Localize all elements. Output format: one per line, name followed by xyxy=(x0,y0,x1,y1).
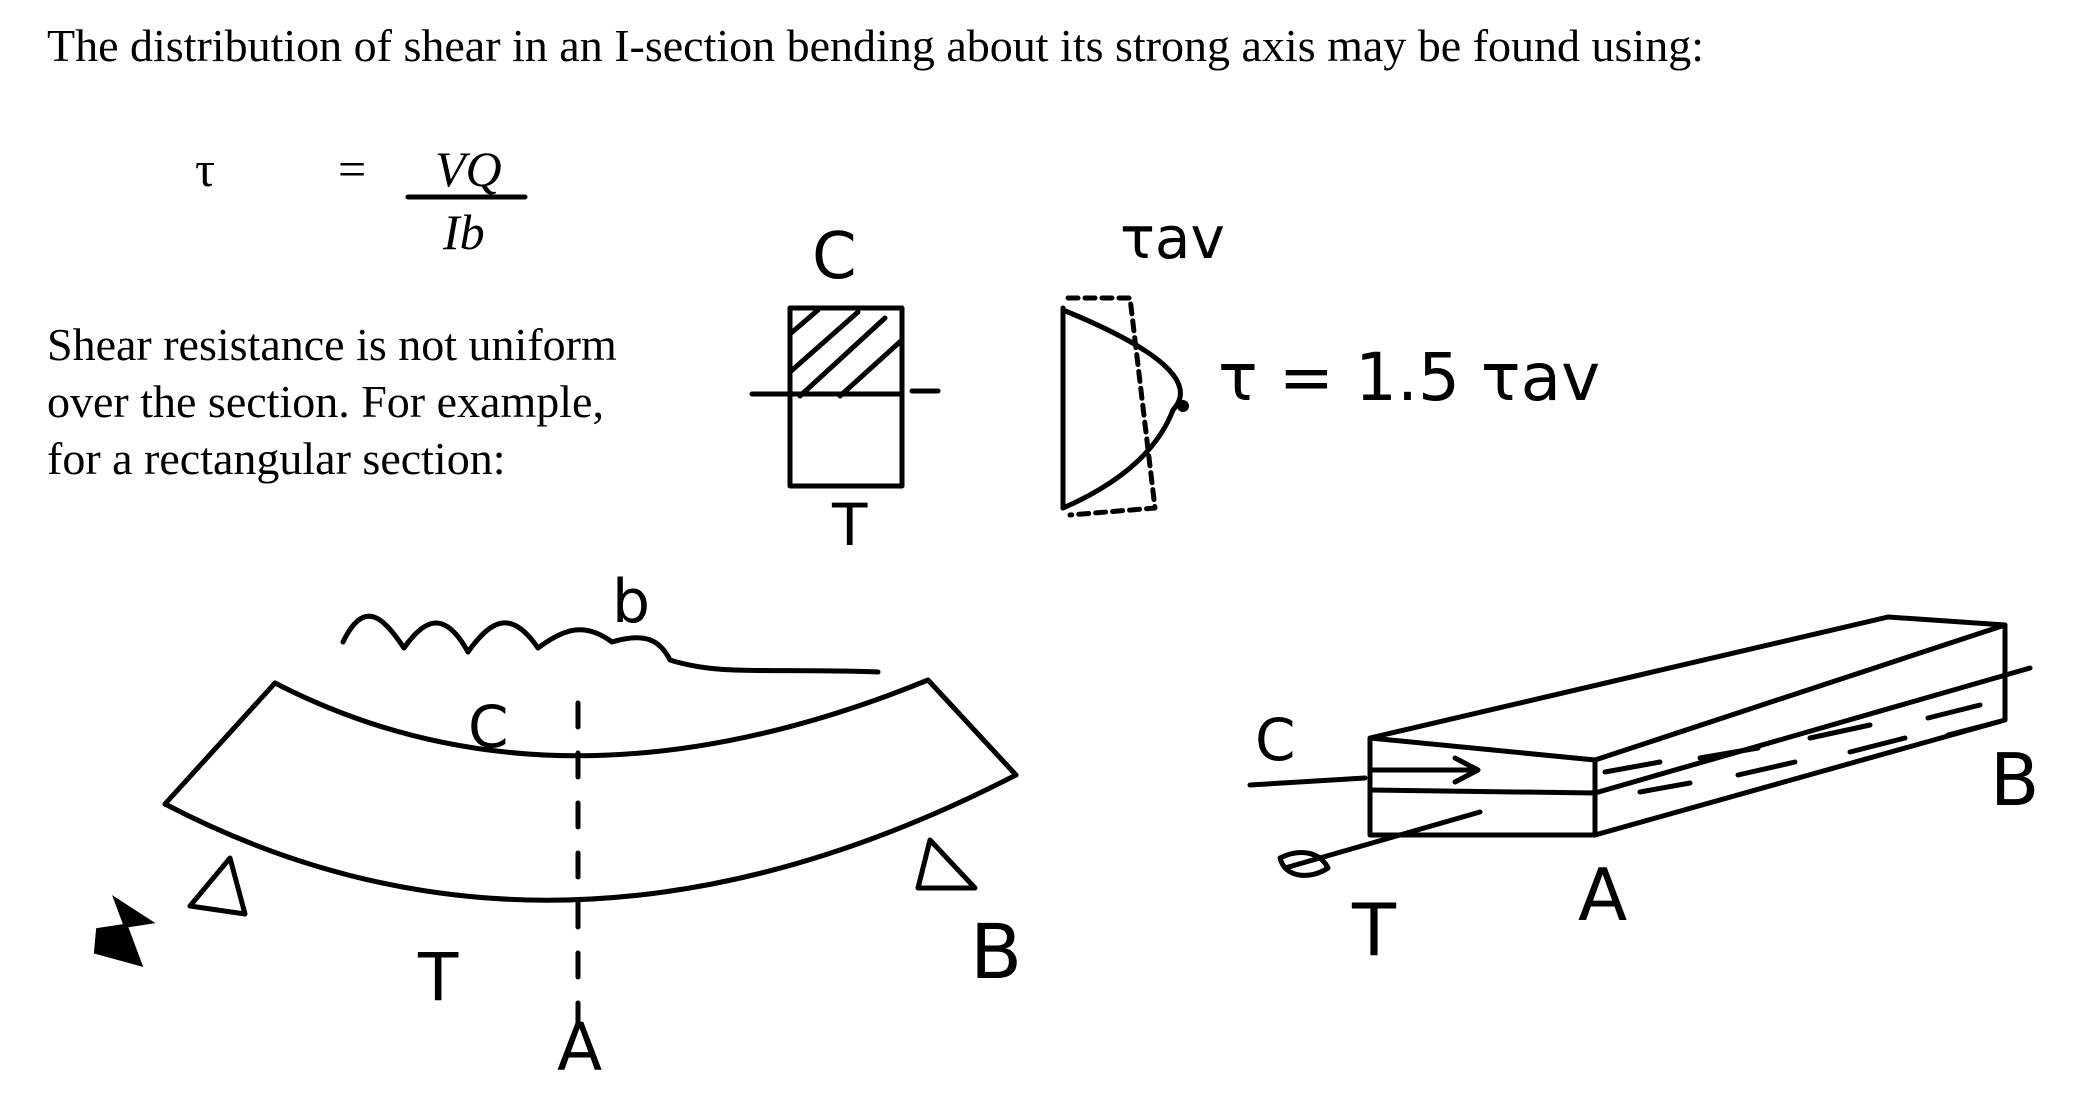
equation-lhs-tau: τ xyxy=(195,141,216,197)
tau-avg-label: τav xyxy=(1120,204,1225,272)
flow-arrow xyxy=(1370,758,1478,782)
section-label-c: C xyxy=(812,220,857,294)
equation-numerator: VQ xyxy=(435,141,502,197)
beam-label-c: C xyxy=(468,693,509,761)
block-mid-line xyxy=(1250,668,2030,793)
beam-label-t: T xyxy=(418,939,459,1016)
paragraph-line-2: over the section. For example, xyxy=(47,376,604,427)
block-label-a: A xyxy=(1578,853,1628,937)
paragraph-line-3: for a rectangular section: xyxy=(47,433,506,484)
max-shear-point xyxy=(1177,400,1189,412)
distributed-load-wave xyxy=(343,616,878,672)
block-label-c: C xyxy=(1255,706,1296,774)
beam-label-a: A xyxy=(557,1009,603,1086)
equation-denominator: Ib xyxy=(443,204,485,260)
beam-bottom-edge xyxy=(165,775,1016,900)
section-rectangle xyxy=(790,308,902,486)
tau-max-label: τ = 1.5 τav xyxy=(1218,339,1601,416)
block-tension-sketch xyxy=(1280,812,1480,875)
shear-distribution-sketch xyxy=(1063,204,1600,515)
equation-equals: = xyxy=(338,141,367,197)
intro-sentence: The distribution of shear in an I-section bending about its strong axis may be found using: xyxy=(47,20,1704,71)
right-support xyxy=(918,840,975,888)
left-end-scribble xyxy=(96,900,150,964)
block-label-b: B xyxy=(1990,738,2040,822)
beam-end-lines xyxy=(165,680,1016,804)
compression-hatching xyxy=(790,310,902,396)
paragraph-line-1: Shear resistance is not uniform xyxy=(47,319,617,370)
block-label-t: T xyxy=(1352,888,1396,972)
bent-beam-sketch xyxy=(96,567,1022,1086)
left-support xyxy=(190,858,245,914)
rectangular-section-sketch xyxy=(752,220,938,559)
load-label: b xyxy=(612,567,651,637)
block-outline xyxy=(1370,617,2005,835)
beam-top-edge xyxy=(275,680,928,756)
beam-block-sketch xyxy=(1250,617,2039,972)
section-label-t: T xyxy=(832,491,868,559)
parabolic-shear-curve xyxy=(1063,310,1180,508)
beam-label-b: B xyxy=(970,907,1023,996)
